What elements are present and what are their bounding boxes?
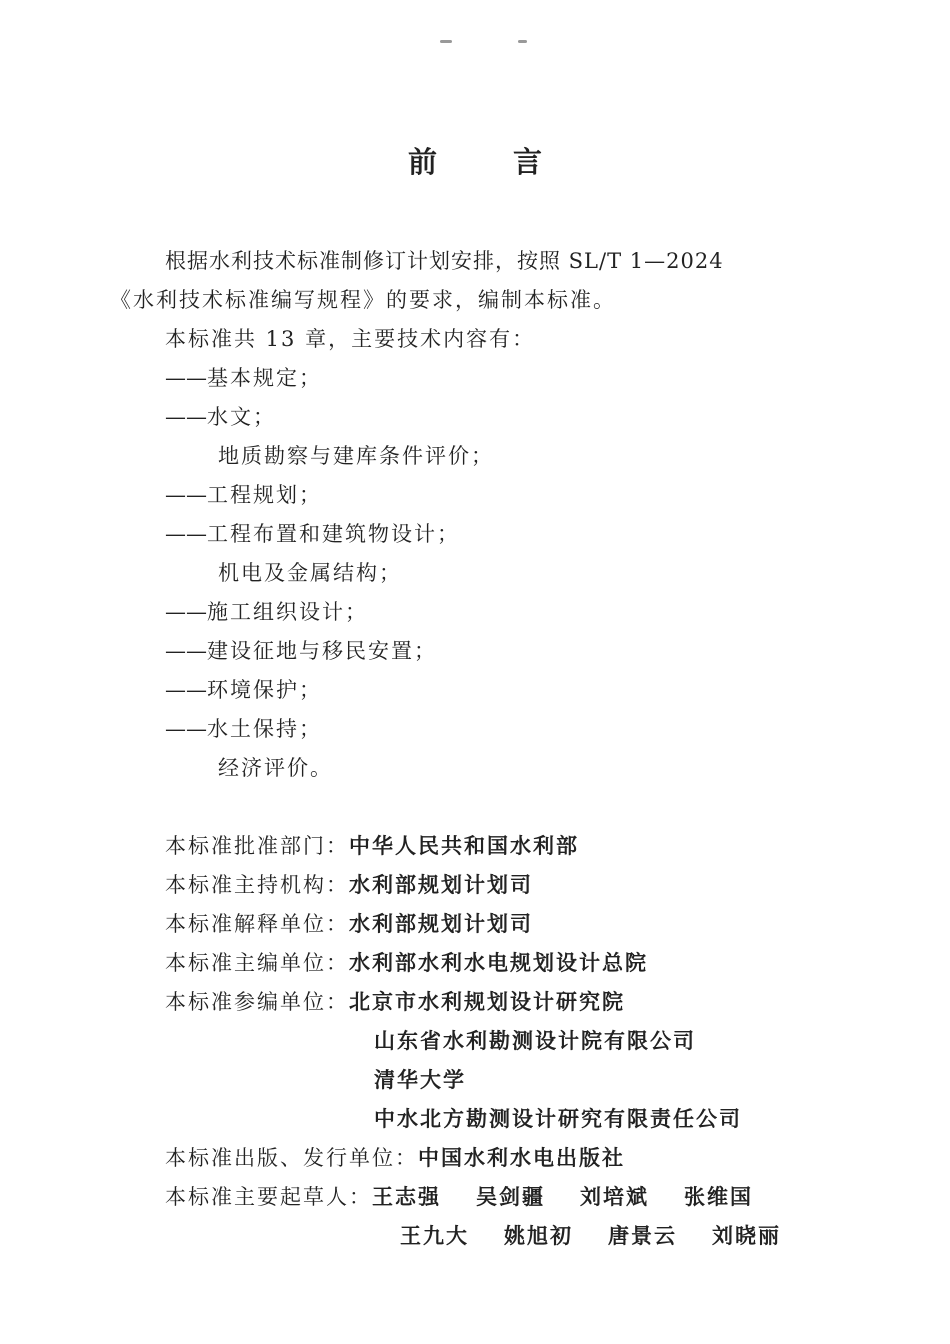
host-row (165, 871, 533, 899)
drafter-name: 吴剑疆 (476, 1185, 545, 1209)
drafter-name: 王志强 (372, 1185, 441, 1209)
drafters-label: 本标准主要起草人： (165, 1185, 372, 1209)
participants-label: 本标准参编单位： (165, 990, 349, 1014)
drafters-row (165, 1183, 753, 1211)
content-text: 地质勘察与建库条件评价； (218, 444, 494, 468)
participant-unit: 北京市水利规划设计研究院 (349, 990, 625, 1014)
content-item (165, 403, 276, 431)
list-dash: —— (165, 366, 207, 390)
intro-line-1: 根据水利技术标准制修订计划安排，按照 SL/T 1—2024 (165, 249, 724, 273)
drafter-name: 唐景云 (608, 1224, 677, 1248)
content-text: 工程规划； (207, 483, 322, 507)
content-item (165, 364, 322, 392)
scan-speck (440, 40, 452, 43)
publisher-value: 中国水利水电出版社 (418, 1146, 625, 1170)
list-dash: —— (165, 405, 207, 429)
content-item (165, 598, 368, 626)
content-item (165, 715, 322, 743)
host-label: 本标准主持机构： (165, 873, 349, 897)
drafter-name: 刘培斌 (580, 1185, 649, 1209)
page-title (0, 140, 950, 181)
participants-row (165, 988, 625, 1016)
drafters-row-2 (400, 1222, 781, 1250)
content-item (165, 481, 322, 509)
approve-value: 中华人民共和国水利部 (349, 834, 579, 858)
content-text: 施工组织设计； (207, 600, 368, 624)
content-item (165, 676, 322, 704)
approve-row (165, 832, 579, 860)
list-dash: —— (165, 600, 207, 624)
drafter-name: 刘晓丽 (712, 1224, 781, 1248)
content-item (218, 559, 402, 587)
interpret-row (165, 910, 533, 938)
title-char-1: 前 (407, 145, 437, 179)
list-dash: —— (165, 483, 207, 507)
content-text: 建设征地与移民安置； (207, 639, 437, 663)
content-text: 水土保持； (207, 717, 322, 741)
content-text: 经济评价。 (218, 756, 333, 780)
interpret-label: 本标准解释单位： (165, 912, 349, 936)
title-char-2: 言 (513, 145, 543, 179)
content-item (218, 442, 494, 470)
approve-label: 本标准批准部门： (165, 834, 349, 858)
content-text: 环境保护； (207, 678, 322, 702)
chief-label: 本标准主编单位： (165, 951, 349, 975)
drafter-name: 姚旭初 (504, 1224, 573, 1248)
host-value: 水利部规划计划司 (349, 873, 533, 897)
content-item (165, 637, 437, 665)
content-text: 水文； (207, 405, 276, 429)
chief-value: 水利部水利水电规划设计总院 (349, 951, 648, 975)
scan-speck (518, 40, 527, 43)
content-item (218, 754, 333, 782)
participant-unit: 清华大学 (374, 1068, 466, 1092)
intro-line-3: 本标准共 13 章，主要技术内容有： (165, 327, 536, 351)
chief-row (165, 949, 648, 977)
drafter-name: 王九大 (400, 1224, 469, 1248)
publisher-row (165, 1144, 625, 1172)
participant-unit: 中水北方勘测设计研究有限责任公司 (374, 1107, 742, 1131)
interpret-value: 水利部规划计划司 (349, 912, 533, 936)
list-dash: —— (165, 639, 207, 663)
intro-line-2: 《水利技术标准编写规程》的要求，编制本标准。 (110, 288, 616, 312)
content-text: 工程布置和建筑物设计； (207, 522, 460, 546)
publisher-label: 本标准出版、发行单位： (165, 1146, 418, 1170)
content-item (165, 520, 460, 548)
drafter-name: 张维国 (684, 1185, 753, 1209)
list-dash: —— (165, 678, 207, 702)
list-dash: —— (165, 717, 207, 741)
participant-unit: 山东省水利勘测设计院有限公司 (374, 1029, 696, 1053)
content-text: 机电及金属结构； (218, 561, 402, 585)
list-dash: —— (165, 522, 207, 546)
scan-specks (440, 40, 540, 48)
content-text: 基本规定； (207, 366, 322, 390)
